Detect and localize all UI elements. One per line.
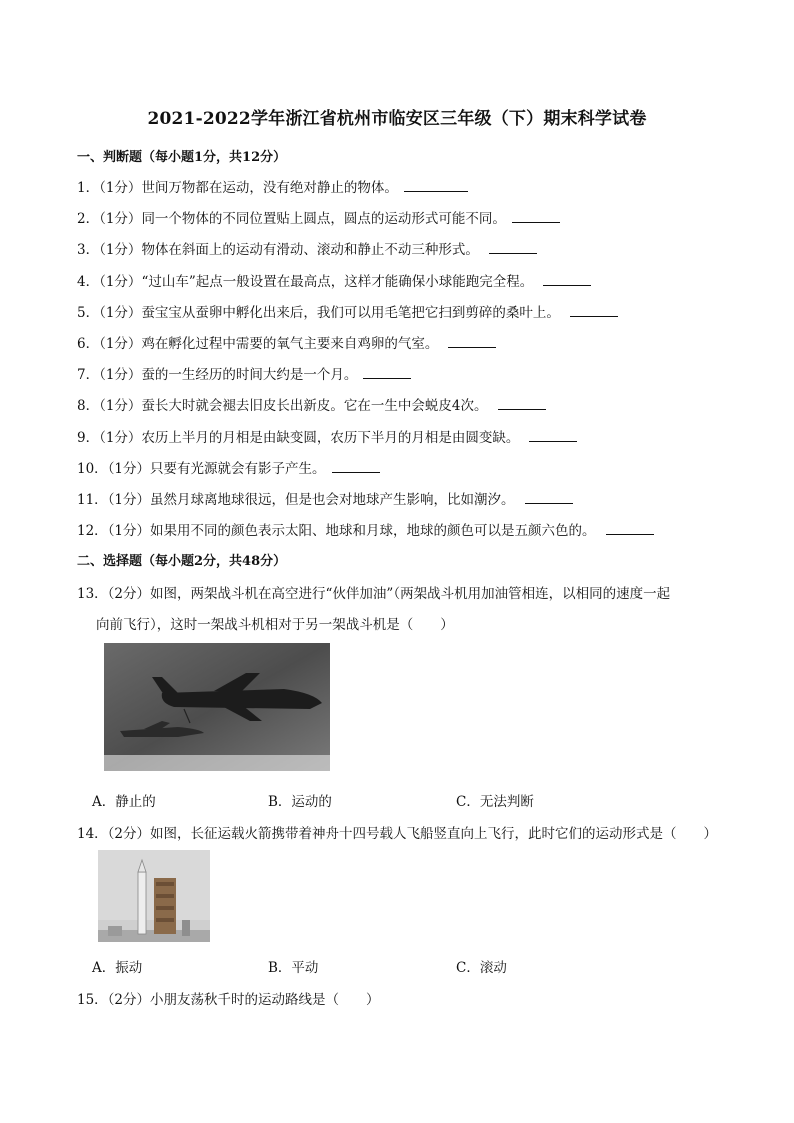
question-15-line-1: 15．（2分）小朋友荡秋千时的运动路线是（ ） <box>77 992 380 1008</box>
question-6: 6．（1分）鸡在孵化过程中需要的氧气主要来自鸡卵的气室。 <box>77 332 496 352</box>
launch-tower-icon <box>154 878 176 934</box>
question-12: 12．（1分）如果用不同的颜色表示太阳、地球和月球，地球的颜色可以是五颜六色的。 <box>77 519 654 539</box>
rocket-icon <box>138 860 146 934</box>
answer-blank[interactable] <box>570 304 618 317</box>
question-11: 11．（1分）虽然月球离地球很远，但是也会对地球产生影响，比如潮汐。 <box>77 488 573 508</box>
answer-blank[interactable] <box>448 335 496 348</box>
question-5: 5．（1分）蚕宝宝从蚕卵中孵化出来后，我们可以用毛笔把它扫到剪碎的桑叶上。 <box>77 301 618 321</box>
option-a[interactable]: A．振动 <box>92 960 143 976</box>
answer-blank[interactable] <box>332 460 380 473</box>
answer-blank[interactable] <box>525 491 573 504</box>
option-b[interactable]: B．平动 <box>268 960 319 976</box>
option-b[interactable]: B．运动的 <box>268 794 332 810</box>
answer-blank[interactable] <box>498 397 546 410</box>
answer-blank[interactable] <box>606 522 654 535</box>
question-7: 7．（1分）蚕的一生经历的时间大约是一个月。 <box>77 363 411 383</box>
section-heading-judge: 一、判断题（每小题1分，共12分） <box>77 150 287 165</box>
rocket-launch-photo <box>98 850 210 942</box>
section-heading-choice: 二、选择题（每小题2分，共48分） <box>77 554 287 569</box>
question-2: 2．（1分）同一个物体的不同位置贴上圆点，圆点的运动形式可能不同。 <box>77 207 560 227</box>
question-10: 10．（1分）只要有光源就会有影子产生。 <box>77 457 380 477</box>
answer-blank[interactable] <box>529 429 577 442</box>
answer-blank[interactable] <box>543 273 591 286</box>
question-4: 4．（1分）“过山车”起点一般设置在最高点，这样才能确保小球能跑完全程。 <box>77 270 591 290</box>
question-1: 1．（1分）世间万物都在运动，没有绝对静止的物体。 <box>77 176 468 196</box>
option-c[interactable]: C．无法判断 <box>456 794 534 810</box>
answer-blank[interactable] <box>512 210 560 223</box>
question-3: 3．（1分）物体在斜面上的运动有滑动、滚动和静止不动三种形式。 <box>77 238 537 258</box>
question-13-line-1: 13．（2分）如图，两架战斗机在高空进行“伙伴加油”（两架战斗机用加油管相连，以相同的速度一起 <box>77 586 671 602</box>
question-13-line-2: 向前飞行），这时一架战斗机相对于另一架战斗机是（ ） <box>96 617 454 633</box>
answer-blank[interactable] <box>363 366 411 379</box>
refueling-planes-photo <box>104 643 330 771</box>
answer-blank[interactable] <box>489 241 537 254</box>
page-title: 2021-2022学年浙江省杭州市临安区三年级（下）期末科学试卷 <box>147 109 647 129</box>
question-14-line-1: 14．（2分）如图，长征运载火箭携带着神舟十四号载人飞船竖直向上飞行，此时它们的运动形式是（ ） <box>77 826 718 842</box>
question-8: 8．（1分）蚕长大时就会褪去旧皮长出新皮。它在一生中会蜕皮4次。 <box>77 394 546 414</box>
option-c[interactable]: C．滚动 <box>456 960 507 976</box>
question-9: 9．（1分）农历上半月的月相是由缺变圆，农历下半月的月相是由圆变缺。 <box>77 426 577 446</box>
answer-blank[interactable] <box>404 179 468 192</box>
option-a[interactable]: A．静止的 <box>92 794 156 810</box>
